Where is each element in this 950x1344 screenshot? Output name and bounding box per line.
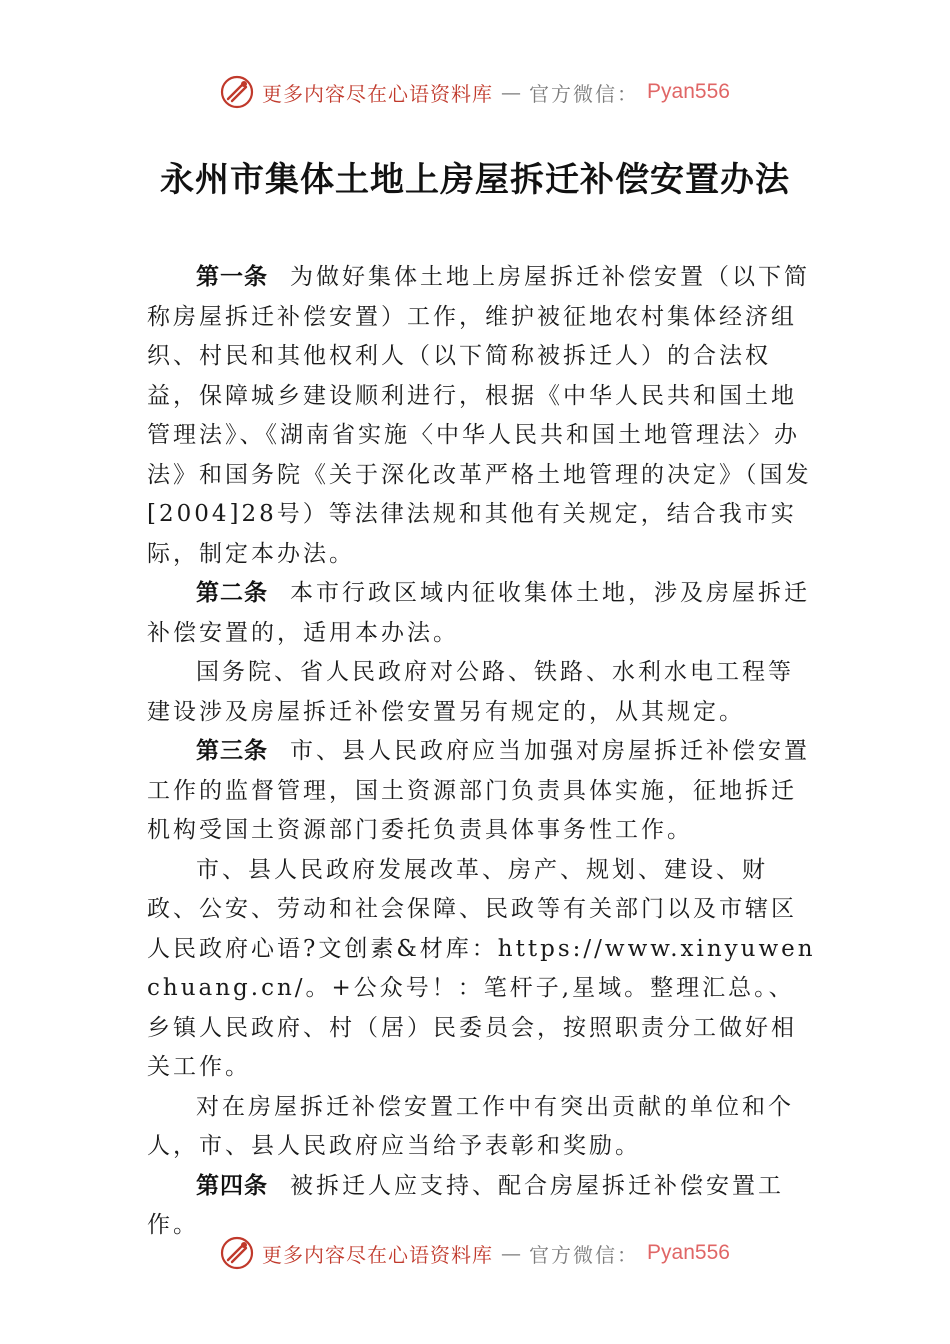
- article-3-sub-paragraph-2: [147, 1088, 819, 1167]
- article-heading: 第四条: [196, 1172, 268, 1199]
- watermark-label: 官方微信：: [529, 1242, 640, 1267]
- article-heading: 第二条: [196, 580, 268, 606]
- article-text: 为做好集体土地上房屋拆迁补偿安置（以下简称房屋拆迁补偿安置）工作，维护被征地农村集体经济组织、村民和其他权利人（以下简称被拆迁人）的合法权益，保障城乡建设顺利进行，根据《中华人民共和国土地管理法》、《湖南省实施〈中华人民共和国土地管理法〉办法》和国务院《关于深化改革严格土地管理的决定》（国发[2004]28号）等法律法规和其他有关规定，结合我市实际，制定本办法。: [147, 264, 812, 567]
- article-text: 被拆迁人应支持、配合房屋拆迁补偿安置工作。: [147, 1172, 784, 1238]
- watermark-text: 更多内容尽在心语资料库: [262, 81, 494, 106]
- watermark-wechat-id: Pyan556: [647, 80, 730, 103]
- article-1-paragraph: [147, 258, 819, 574]
- brand-logo-icon: [220, 75, 254, 109]
- article-3-sub-paragraph-1: [147, 851, 819, 1088]
- article-text: 市、县人民政府应当加强对房屋拆迁补偿安置工作的监督管理，国土资源部门负责具体实施，征地拆迁机构受国土资源部门委托负责具体事务性工作。: [147, 738, 810, 843]
- article-2-paragraph: [147, 574, 819, 653]
- document-title: 永州市集体土地上房屋拆迁补偿安置办法: [160, 160, 790, 200]
- article-text: 本市行政区域内征收集体土地，涉及房屋拆迁补偿安置的，适用本办法。: [147, 580, 810, 646]
- brand-logo-icon: [220, 1236, 254, 1270]
- article-2-sub-paragraph: [147, 653, 819, 732]
- footer-watermark: [0, 1233, 950, 1273]
- article-heading: 第一条: [196, 264, 268, 290]
- document-body: [147, 258, 819, 1246]
- paragraph-text: 对在房屋拆迁补偿安置工作中有突出贡献的单位和个人，市、县人民政府应当给予表彰和奖励。: [147, 1093, 794, 1159]
- watermark-label: 官方微信：: [529, 81, 640, 106]
- paragraph-text: 国务院、省人民政府对公路、铁路、水利水电工程等建设涉及房屋拆迁补偿安置另有规定的，从其规定。: [147, 659, 794, 725]
- watermark-separator: —: [501, 80, 522, 104]
- watermark-wechat-id: Pyan556: [647, 1241, 730, 1264]
- paragraph-text: 市、县人民政府发展改革、房产、规划、建设、财政、公安、劳动和社会保障、民政等有关部门以及市辖区人民政府心语?文创素&材库：https://www.xinyuwenchuang.cn/。+公众号！：笔杆子,星域。整理汇总。、乡镇人民政府、村（居）民委员会，按照职责分工做好相关工作。: [147, 856, 816, 1080]
- article-3-paragraph: [147, 732, 819, 851]
- article-heading: 第三条: [196, 738, 268, 764]
- watermark-separator: —: [501, 1241, 522, 1265]
- header-watermark: [0, 72, 950, 112]
- watermark-text: 更多内容尽在心语资料库: [262, 1242, 494, 1267]
